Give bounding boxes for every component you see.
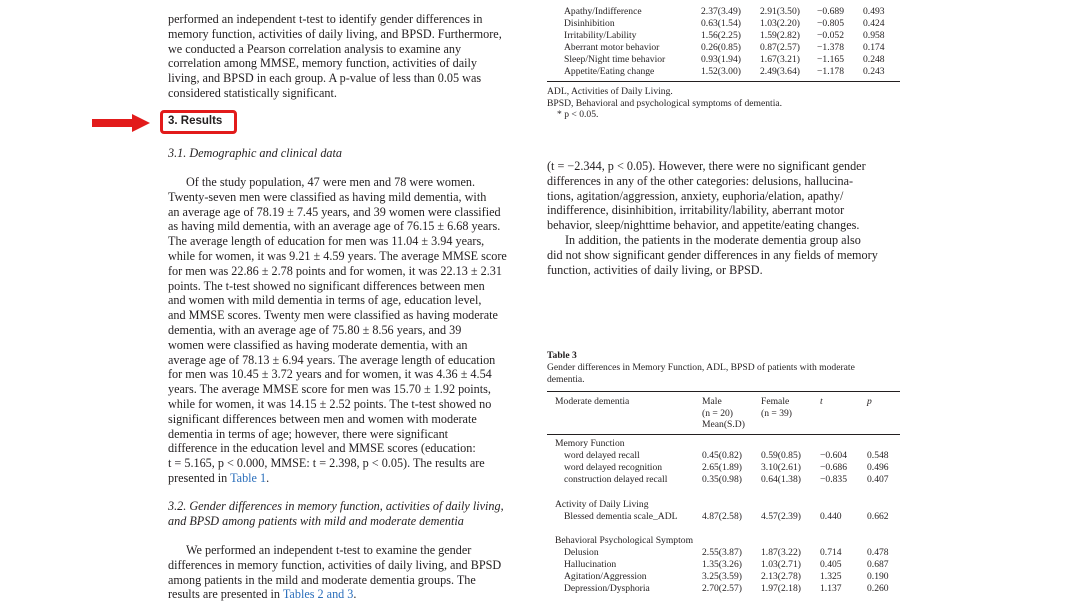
table3-caption — [547, 362, 900, 385]
cell-male: 4.87(2.58) — [702, 511, 742, 522]
gender-differences-paragraph — [168, 543, 521, 602]
cell-p: 0.424 — [863, 18, 885, 29]
bpsd-heading: Behavioral Psychological Symptom — [555, 535, 694, 546]
text-line: years. The average MMSE score for men was 15.70 ± 1.92 points, — [168, 382, 491, 397]
memory-heading: Memory Function — [555, 438, 625, 449]
cell-female: 1.59(2.82) — [760, 30, 800, 41]
table3-top-rule — [547, 391, 900, 392]
cell-label: Delusion — [564, 547, 599, 558]
header-line: Mean(S.D) — [702, 419, 745, 431]
text-line: while for women, it was 14.15 ± 2.52 points. The t-test showed no — [168, 396, 492, 411]
footnote: BPSD, Behavioral and psychological symptoms of dementia. — [547, 97, 783, 109]
tables-2-3-link[interactable]: Tables 2 and 3 — [282, 587, 354, 602]
cell-label: Apathy/Indifference — [564, 6, 642, 17]
cell-female: 1.67(3.21) — [760, 54, 800, 65]
demographic-paragraph — [168, 175, 521, 486]
text-line: points. The t-test showed no significant differences between men — [168, 278, 485, 293]
text-line: Of the study population, 47 were men and 78 were women. — [186, 175, 476, 189]
text-line: and BPSD among patients with mild and moderate dementia — [168, 513, 464, 528]
cell-label: Hallucination — [564, 559, 617, 570]
cell-p: 0.958 — [863, 30, 885, 41]
cell-male: 1.56(2.25) — [701, 30, 741, 41]
text-line: average age of 78.13 ± 6.94 years. The average length of education — [168, 352, 496, 367]
text-line: for men was 10.45 ± 3.72 years and for women, it was 4.36 ± 4.54 — [168, 367, 492, 382]
subsection-heading-3-1: 3.1. Demographic and clinical data — [168, 146, 342, 160]
text-line: women were classified as having moderate dementia, with an — [168, 337, 468, 352]
cell-t: −0.052 — [817, 30, 844, 41]
cell-female: 1.97(2.18) — [761, 583, 801, 594]
text-line: correlation among MMSE, memory function, activities of daily — [168, 56, 478, 71]
cell-t: 0.440 — [820, 511, 842, 522]
cell-male: 1.35(3.26) — [702, 559, 742, 570]
cell-t: 1.325 — [820, 571, 842, 582]
cell-female: 1.87(3.22) — [761, 547, 801, 558]
cell-male: 3.25(3.59) — [702, 571, 742, 582]
cell-label: Appetite/Eating change — [564, 66, 655, 77]
cell-male: 2.37(3.49) — [701, 6, 741, 17]
cell-t: −1.378 — [817, 42, 844, 53]
cell-label: word delayed recall — [564, 450, 640, 461]
text-line: considered statistically significant. — [168, 85, 337, 100]
cell-female: 1.03(2.71) — [761, 559, 801, 570]
cell-female: 2.13(2.78) — [761, 571, 801, 582]
text-line: differences in memory function, activities of daily living, and BPSD — [168, 557, 502, 572]
text-line: 3.2. Gender differences in memory function, activities of daily living, — [168, 499, 504, 513]
text-line: we conducted a Pearson correlation analysis to examine any — [168, 41, 462, 56]
table-rule — [547, 81, 900, 82]
cell-t: 1.137 — [820, 583, 842, 594]
text-line: The average length of education for men was 11.04 ± 3.94 years, — [168, 234, 485, 249]
table3-header-rule — [547, 434, 900, 435]
text-line: In addition, the patients in the moderate dementia group also — [565, 232, 861, 247]
text-fragment: . — [353, 587, 357, 602]
text-line: differences in any of the other categories: delusions, hallucina- — [547, 173, 854, 188]
footnote: ADL, Activities of Daily Living. — [547, 86, 673, 97]
text-line: Twenty-seven men were classified as having mild dementia, with — [168, 189, 487, 204]
text-line: and MMSE scores. Twenty men were classified as having moderate — [168, 308, 498, 323]
text-line: for men was 22.86 ± 2.78 points and for women, it was 22.13 ± 2.31 — [168, 263, 502, 278]
text-line: while for women, it was 9.21 ± 4.59 years. The average MMSE score — [168, 248, 507, 263]
cell-male: 0.26(0.85) — [701, 42, 741, 53]
text-line: function, activities of daily living, or BPSD. — [547, 262, 763, 277]
text-line: living, and BPSD in each group. A p-value of less than 0.05 was — [168, 71, 482, 86]
header-line: Male — [702, 396, 722, 407]
cell-female: 1.03(2.20) — [760, 18, 800, 29]
cell-female: 4.57(2.39) — [761, 511, 801, 522]
cell-p: 0.174 — [863, 42, 885, 53]
caption-line: Gender differences in Memory Function, ADL, BPSD of patients with moderate — [547, 362, 855, 373]
header-group: Moderate dementia — [555, 396, 630, 407]
cell-male: 2.55(3.87) — [702, 547, 742, 558]
table2-footnotes — [547, 86, 900, 121]
cell-p: 0.662 — [867, 511, 889, 522]
footnote: * p < 0.05. — [557, 109, 599, 121]
cell-label: word delayed recognition — [564, 462, 663, 473]
text-line: among patients in the mild and moderate dementia groups. The — [168, 572, 476, 587]
cell-male: 0.63(1.54) — [701, 18, 741, 29]
cell-male: 0.45(0.82) — [702, 450, 742, 461]
text-line: tions, agitation/aggression, anxiety, euphoria/elation, apathy/ — [547, 188, 844, 203]
cell-male: 1.52(3.00) — [701, 66, 741, 77]
cell-male: 0.93(1.94) — [701, 54, 741, 65]
cell-p: 0.248 — [863, 54, 885, 65]
cell-p: 0.478 — [867, 547, 889, 558]
cell-label: Blessed dementia scale_ADL — [564, 511, 678, 522]
text-line: dementia, with an average age of 75.80 ± 8.56 years, and 39 — [168, 322, 462, 337]
header-male — [702, 396, 745, 431]
text-line: indifference, disinhibition, irritability/lability, aberrant motor — [547, 203, 845, 218]
header-line: (n = 20) — [702, 407, 733, 419]
cell-t: −1.165 — [817, 54, 844, 65]
cell-t: −0.835 — [820, 474, 847, 485]
text-line: significant differences between men and women with moderate — [168, 411, 477, 426]
header-female — [761, 396, 792, 419]
cell-label: Sleep/Night time behavior — [564, 54, 666, 65]
cell-female: 2.49(3.64) — [760, 66, 800, 77]
text-fragment: . — [266, 470, 270, 485]
table2-continuation — [547, 6, 900, 80]
text-line: did not show significant gender differences in any fields of memory — [547, 247, 878, 262]
cell-p: 0.407 — [867, 474, 889, 485]
cell-p: 0.260 — [867, 583, 889, 594]
text-line: difference in the education level and MMSE scores (education: — [168, 441, 476, 456]
cell-female: 0.59(0.85) — [761, 450, 801, 461]
text-line: and women with mild dementia in terms of age, education level, — [168, 293, 482, 308]
text-line: an average age of 78.19 ± 7.45 years, and 39 women were classified — [168, 204, 501, 219]
cell-label: Agitation/Aggression — [564, 571, 647, 582]
cell-p: 0.548 — [867, 450, 889, 461]
cell-t: −0.604 — [820, 450, 847, 461]
right-paragraph — [547, 159, 900, 277]
cell-female: 0.87(2.57) — [760, 42, 800, 53]
header-p: p — [867, 396, 872, 407]
cell-female: 0.64(1.38) — [761, 474, 801, 485]
results-heading: 3. Results — [168, 115, 223, 127]
text-line: t = 5.165, p < 0.000, MMSE: t = 2.398, p < 0.05). The results are — [168, 456, 485, 471]
cell-t: −1.178 — [817, 66, 844, 77]
cell-label: Depression/Dysphoria — [564, 583, 650, 594]
header-line: (n = 39) — [761, 407, 792, 419]
text-line: behavior, sleep/nighttime behavior, and appetite/eating changes. — [547, 218, 860, 233]
text-fragment: presented in — [168, 470, 231, 485]
left-intro-paragraph — [168, 12, 521, 101]
table-1-link[interactable]: Table 1 — [230, 470, 267, 485]
cell-t: −0.805 — [817, 18, 844, 29]
text-line: (t = −2.344, p < 0.05). However, there were no significant gender — [547, 159, 866, 173]
table3-header — [547, 396, 900, 434]
cell-label: Disinhibition — [564, 18, 615, 29]
cell-t: −0.689 — [817, 6, 844, 17]
cell-female: 3.10(2.61) — [761, 462, 801, 473]
subsection-heading-3-2 — [168, 499, 521, 529]
text-line: performed an independent t-test to identify gender differences in — [168, 12, 483, 26]
caption-line: dementia. — [547, 373, 585, 385]
cell-t: −0.686 — [820, 462, 847, 473]
text-line: dementia in terms of age; however, there were significant — [168, 426, 449, 441]
cell-label: Aberrant motor behavior — [564, 42, 660, 53]
cell-male: 0.35(0.98) — [702, 474, 742, 485]
cell-p: 0.687 — [867, 559, 889, 570]
cell-label: Irritability/Lability — [564, 30, 637, 41]
header-t: t — [820, 396, 823, 407]
text-line: We performed an independent t-test to examine the gender — [186, 543, 472, 557]
right-arrow-icon — [92, 114, 150, 132]
text-line: memory function, activities of daily living, and BPSD. Furthermore, — [168, 26, 502, 41]
cell-male: 2.65(1.89) — [702, 462, 742, 473]
table3-body — [547, 438, 900, 608]
cell-male: 2.70(2.57) — [702, 583, 742, 594]
cell-t: 0.714 — [820, 547, 842, 558]
cell-p: 0.190 — [867, 571, 889, 582]
text-line — [168, 587, 521, 602]
cell-p: 0.243 — [863, 66, 885, 77]
cell-p: 0.496 — [867, 462, 889, 473]
cell-t: 0.405 — [820, 559, 842, 570]
text-line — [168, 471, 521, 486]
cell-female: 2.91(3.50) — [760, 6, 800, 17]
table3-label: Table 3 — [547, 350, 577, 361]
text-line: as having mild dementia, with an average age of 76.15 ± 6.68 years. — [168, 219, 501, 234]
text-fragment: results are presented in — [168, 587, 283, 602]
adl-heading: Activity of Daily Living — [555, 499, 649, 510]
cell-label: construction delayed recall — [564, 474, 668, 485]
header-line: Female — [761, 396, 790, 407]
cell-p: 0.493 — [863, 6, 885, 17]
